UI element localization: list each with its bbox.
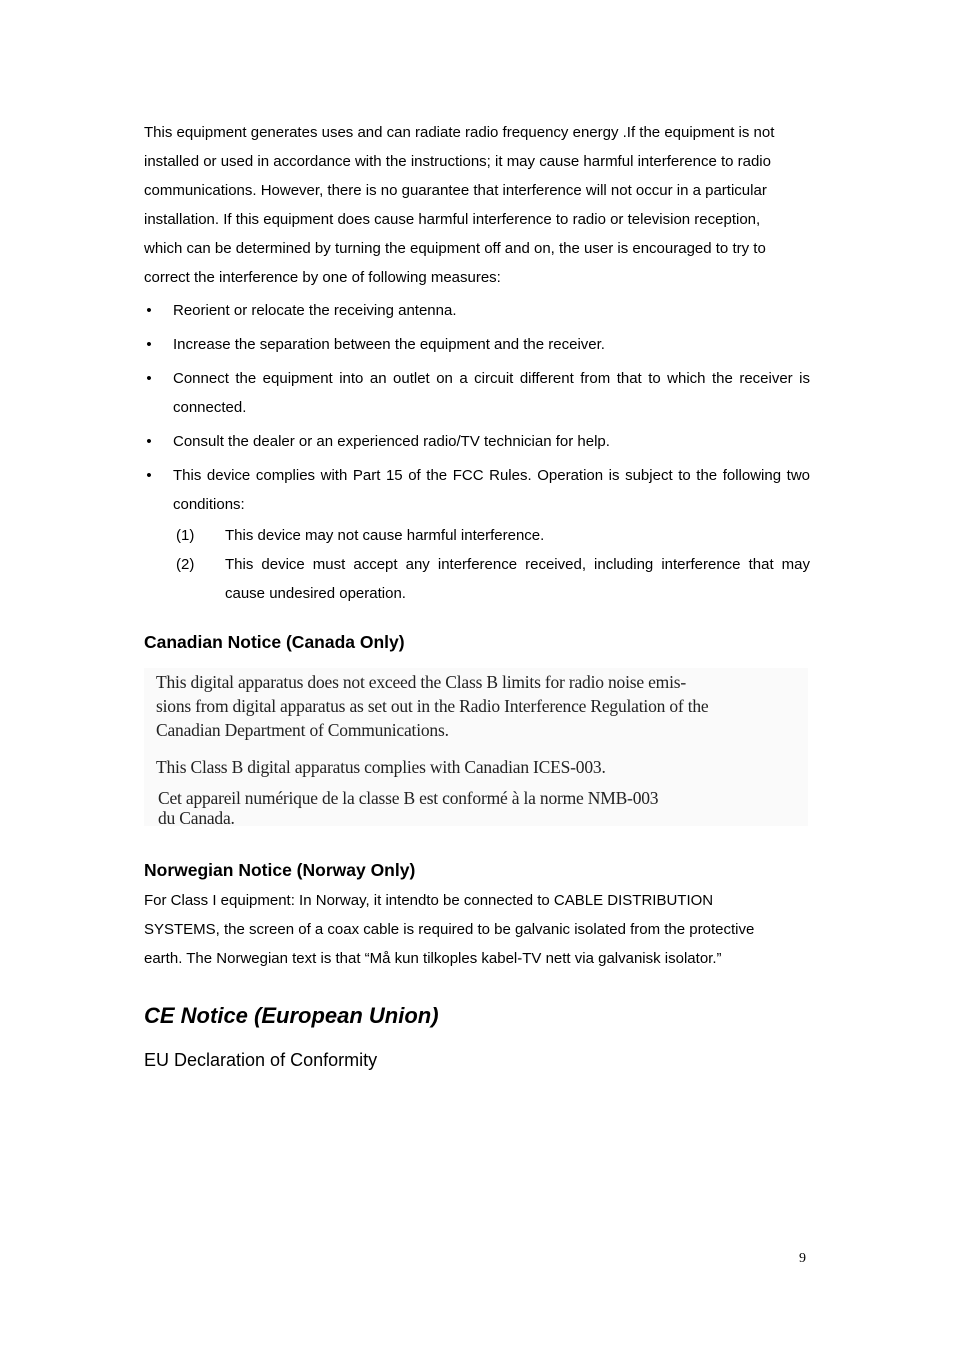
- bullet-icon: •: [146, 302, 152, 319]
- norway-line: earth. The Norwegian text is that “Må kun tilkoples kabel-TV nett via galvanisk isolator.”: [144, 950, 722, 967]
- norway-paragraph: [144, 886, 810, 973]
- bullet-text: Connect the equipment into an outlet on a circuit different from that to which the receiver is connected.: [173, 370, 810, 416]
- bullet-icon: •: [146, 433, 152, 450]
- document-page: [144, 118, 810, 1073]
- ce-subheading: EU Declaration of Conformity: [144, 1050, 378, 1070]
- canada-notice-scan: [144, 668, 808, 826]
- measures-list: [144, 296, 810, 519]
- bullet-icon: •: [146, 370, 152, 387]
- scan-line: This Class B digital apparatus complies with Canadian ICES-003.: [156, 757, 606, 777]
- scan-line: sions from digital apparatus as set out in the Radio Interference Regulation of the: [156, 696, 709, 716]
- bullet-icon: •: [146, 336, 152, 353]
- scan-line: du Canada.: [158, 808, 235, 828]
- intro-line: which can be determined by turning the equipment off and on, the user is encouraged to try to: [144, 240, 766, 257]
- scan-line: Cet appareil numérique de la classe B est conformé à la norme NMB-003: [158, 788, 659, 808]
- list-item: [144, 296, 810, 325]
- page-number: 9: [799, 1251, 806, 1266]
- conditions-list: [144, 521, 810, 608]
- bullet-text: Reorient or relocate the receiving antenna.: [173, 302, 457, 319]
- ce-heading: CE Notice (European Union): [144, 1003, 439, 1028]
- list-item: [144, 330, 810, 359]
- condition-item: [144, 550, 810, 608]
- bullet-text: This device complies with Part 15 of the FCC Rules. Operation is subject to the following two conditions:: [173, 467, 810, 513]
- condition-item: [144, 521, 810, 550]
- canada-heading: Canadian Notice (Canada Only): [144, 632, 405, 652]
- condition-text: This device may not cause harmful interference.: [225, 527, 545, 544]
- bullet-text: Consult the dealer or an experienced radio/TV technician for help.: [173, 433, 610, 450]
- condition-marker: (1): [176, 527, 195, 544]
- list-item: [144, 461, 810, 519]
- bullet-icon: •: [146, 467, 152, 484]
- condition-text: This device must accept any interference received, including interference that may cause undesired operation.: [225, 556, 810, 602]
- norway-line: For Class I equipment: In Norway, it intendto be connected to CABLE DISTRIBUTION: [144, 892, 714, 909]
- norway-line: SYSTEMS, the screen of a coax cable is required to be galvanic isolated from the protective: [144, 921, 755, 938]
- intro-line: correct the interference by one of following measures:: [144, 269, 501, 286]
- scan-line: Canadian Department of Communications.: [156, 720, 449, 740]
- intro-line: installation. If this equipment does cause harmful interference to radio or television reception,: [144, 211, 761, 228]
- condition-marker: (2): [176, 556, 195, 573]
- list-item: [144, 427, 810, 456]
- scan-line: This digital apparatus does not exceed the Class B limits for radio noise emis-: [156, 672, 686, 692]
- intro-line: installed or used in accordance with the instructions; it may cause harmful interference to radio: [144, 153, 771, 170]
- norway-heading: Norwegian Notice (Norway Only): [144, 860, 416, 880]
- bullet-text: Increase the separation between the equipment and the receiver.: [173, 336, 605, 353]
- list-item: [144, 364, 810, 422]
- intro-line: This equipment generates uses and can radiate radio frequency energy .If the equipment is not: [144, 124, 775, 141]
- intro-paragraph: [144, 118, 810, 292]
- intro-line: communications. However, there is no guarantee that interference will not occur in a particular: [144, 182, 767, 199]
